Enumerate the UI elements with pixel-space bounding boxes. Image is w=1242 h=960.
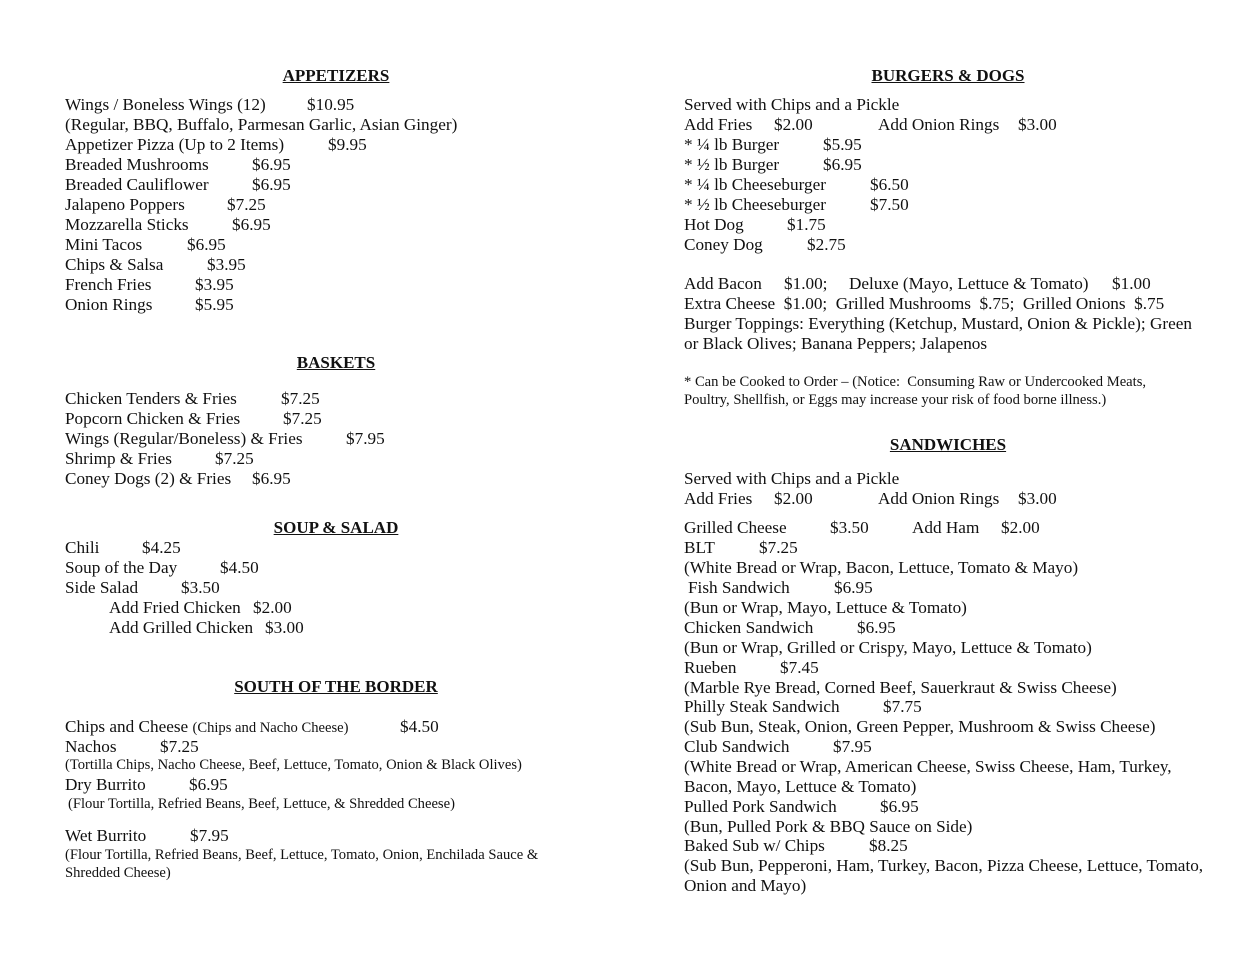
- notice-line: Poultry, Shellfish, or Eggs may increase your risk of food borne illness.): [684, 392, 1107, 408]
- toppings-line: Burger Toppings: Everything (Ketchup, Mustard, Onion & Pickle); Green: [684, 314, 1192, 333]
- menu-item: Add Grilled Chicken $3.00: [109, 618, 304, 637]
- extras-line: Add Bacon $1.00; Deluxe (Mayo, Lettuce & Tomato) $1.00: [684, 274, 1151, 293]
- menu-item: Onion Rings $5.95: [65, 295, 234, 314]
- add-on-line: Add Fries $2.00 Add Onion Rings $3.00: [684, 489, 1057, 508]
- menu-item: Breaded Cauliflower $6.95: [65, 175, 291, 194]
- menu-item: Chips & Salsa $3.95: [65, 255, 246, 274]
- menu-item-desc: (Marble Rye Bread, Corned Beef, Sauerkraut & Swiss Cheese): [684, 678, 1117, 697]
- menu-item-desc: Bacon, Mayo, Lettuce & Tomato): [684, 777, 917, 796]
- menu-item-desc: (Bun or Wrap, Grilled or Crispy, Mayo, Lettuce & Tomato): [684, 638, 1092, 657]
- south-border-heading: SOUTH OF THE BORDER: [234, 677, 438, 696]
- menu-item-desc: (Bun or Wrap, Mayo, Lettuce & Tomato): [684, 598, 967, 617]
- toppings-line: or Black Olives; Banana Peppers; Jalapenos: [684, 334, 988, 353]
- menu-item: * ¼ lb Cheeseburger $6.50: [684, 175, 909, 194]
- extras-line: Extra Cheese $1.00; Grilled Mushrooms $.75; Grilled Onions $.75: [684, 294, 1165, 313]
- menu-item-desc: (Sub Bun, Pepperoni, Ham, Turkey, Bacon, Pizza Cheese, Lettuce, Tomato,: [684, 856, 1204, 875]
- menu-item: Wings (Regular/Boneless) & Fries $7.95: [65, 429, 385, 448]
- menu-item: * ½ lb Burger $6.95: [684, 155, 862, 174]
- menu-item: Baked Sub w/ Chips $8.25: [684, 836, 908, 855]
- menu-item: Mini Tacos $6.95: [65, 235, 226, 254]
- served-note: Served with Chips and a Pickle: [684, 469, 900, 488]
- notice-line: * Can be Cooked to Order – (Notice: Consuming Raw or Undercooked Meats,: [684, 374, 1147, 390]
- burgers-heading: BURGERS & DOGS: [871, 66, 1025, 85]
- menu-item: BLT $7.25: [684, 538, 798, 557]
- menu-item: Hot Dog $1.75: [684, 215, 826, 234]
- menu-item-desc: Onion and Mayo): [684, 876, 807, 895]
- menu-item: * ½ lb Cheeseburger $7.50: [684, 195, 909, 214]
- menu-item: Pulled Pork Sandwich $6.95: [684, 797, 919, 816]
- menu-item-desc: Shredded Cheese): [65, 865, 171, 881]
- menu-item: French Fries $3.95: [65, 275, 234, 294]
- menu-item: Chips and Cheese (Chips and Nacho Cheese) $4.50: [65, 717, 439, 736]
- menu-item: Coney Dogs (2) & Fries $6.95: [65, 469, 291, 488]
- menu-item: Nachos $7.25: [65, 737, 199, 756]
- menu-item: * ¼ lb Burger $5.95: [684, 135, 862, 154]
- menu-item: Shrimp & Fries $7.25: [65, 449, 254, 468]
- menu-item: Fish Sandwich $6.95: [688, 578, 873, 597]
- menu-item: Jalapeno Poppers $7.25: [65, 195, 266, 214]
- menu-item: Chicken Sandwich $6.95: [684, 618, 896, 637]
- menu-item-desc: (Bun, Pulled Pork & BBQ Sauce on Side): [684, 817, 973, 836]
- menu-item-desc: (Regular, BBQ, Buffalo, Parmesan Garlic, Asian Ginger): [65, 115, 458, 134]
- menu-item: Wet Burrito $7.95: [65, 826, 229, 845]
- menu-item: Side Salad $3.50: [65, 578, 220, 597]
- sandwiches-heading: SANDWICHES: [889, 435, 1007, 454]
- menu-item: Soup of the Day $4.50: [65, 558, 259, 577]
- menu-item: Grilled Cheese $3.50 Add Ham $2.00: [684, 518, 1040, 537]
- soup-salad-heading: SOUP & SALAD: [273, 518, 399, 537]
- menu-item: Chili $4.25: [65, 538, 181, 557]
- menu-item: Mozzarella Sticks $6.95: [65, 215, 271, 234]
- menu-item: Wings / Boneless Wings (12) $10.95: [65, 95, 355, 114]
- baskets-heading: BASKETS: [296, 353, 376, 372]
- menu-item-desc: (Tortilla Chips, Nacho Cheese, Beef, Lettuce, Tomato, Onion & Black Olives): [65, 757, 522, 773]
- menu-item: Coney Dog $2.75: [684, 235, 846, 254]
- menu-item: Dry Burrito $6.95: [65, 775, 228, 794]
- menu-item: Club Sandwich $7.95: [684, 737, 872, 756]
- menu-item: Appetizer Pizza (Up to 2 Items) $9.95: [65, 135, 367, 154]
- menu-item: Philly Steak Sandwich $7.75: [684, 697, 922, 716]
- menu-item-desc: (Sub Bun, Steak, Onion, Green Pepper, Mushroom & Swiss Cheese): [684, 717, 1156, 736]
- menu-item-desc: (White Bread or Wrap, American Cheese, Swiss Cheese, Ham, Turkey,: [684, 757, 1172, 776]
- menu-item: Popcorn Chicken & Fries $7.25: [65, 409, 322, 428]
- menu-item-desc: (White Bread or Wrap, Bacon, Lettuce, Tomato & Mayo): [684, 558, 1079, 577]
- appetizers-heading: APPETIZERS: [282, 66, 390, 85]
- menu-item: Chicken Tenders & Fries $7.25: [65, 389, 320, 408]
- menu-item: Rueben $7.45: [684, 658, 819, 677]
- menu-item: Add Fried Chicken $2.00: [109, 598, 292, 617]
- menu-item-desc: (Flour Tortilla, Refried Beans, Beef, Lettuce, & Shredded Cheese): [68, 796, 455, 812]
- menu-item: Breaded Mushrooms $6.95: [65, 155, 291, 174]
- add-on-line: Add Fries $2.00 Add Onion Rings $3.00: [684, 115, 1057, 134]
- menu-item-desc: (Flour Tortilla, Refried Beans, Beef, Lettuce, Tomato, Onion, Enchilada Sauce &: [65, 847, 539, 863]
- served-note: Served with Chips and a Pickle: [684, 95, 900, 114]
